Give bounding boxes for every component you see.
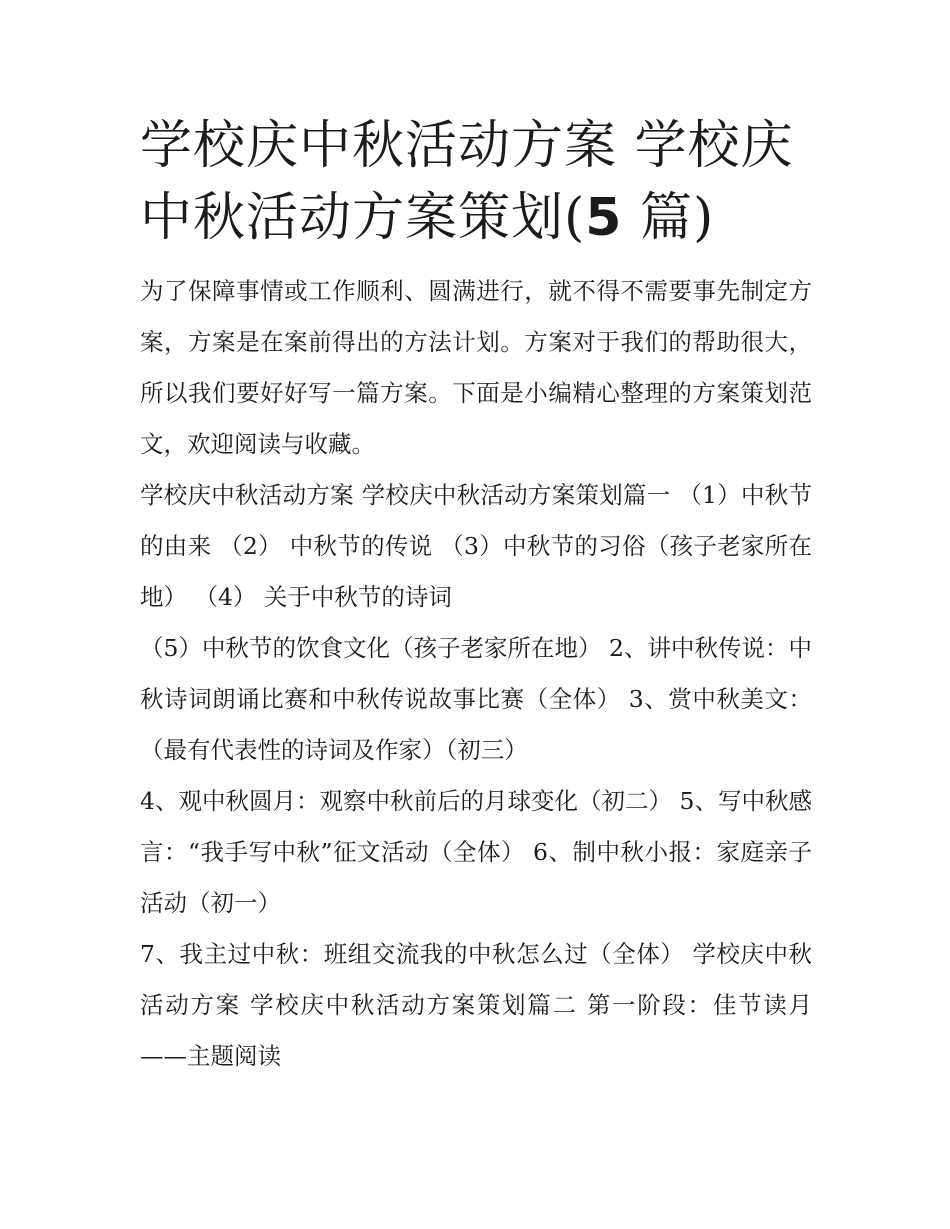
plan-one-topics-paragraph: 学校庆中秋活动方案 学校庆中秋活动方案策划篇一 （1）中秋节的由来 （2） 中秋节的传说 （3）中秋节的习俗（孩子老家所在地） （4） 关于中秋节的诗词 [140,481,812,611]
title-text-main: 学校庆中秋活动方案 学校庆中秋活动方案策划( [140,116,794,248]
plan-one-moon-paragraph: 4、观中秋圆月：观察中秋前后的月球变化（初二） 5、写中秋感言：“我手写中秋”征文活动（全体） 6、制中秋小报：家庭亲子活动（初一） [140,787,812,917]
plan-one-activities-paragraph: （5）中秋节的饮食文化（孩子老家所在地） 2、讲中秋传说：中秋诗词朗诵比赛和中秋传说故事比赛（全体） 3、赏中秋美文：（最有代表性的诗词及作家）（初三） [140,634,812,764]
title-text-suffix: 篇) [622,188,715,248]
document-title [140,110,812,254]
plan-two-intro-paragraph: 7、我主过中秋：班组交流我的中秋怎么过（全体） 学校庆中秋活动方案 学校庆中秋活动方案策划篇二 第一阶段：佳节读月——主题阅读 [140,940,812,1070]
title-count: 5 [585,188,623,248]
intro-paragraph: 为了保障事情或工作顺利、圆满进行，就不得不需要事先制定方案，方案是在案前得出的方法计划。方案对于我们的帮助很大，所以我们要好好写一篇方案。下面是小编精心整理的方案策划范文，欢迎阅读与收藏。 [140,277,812,458]
